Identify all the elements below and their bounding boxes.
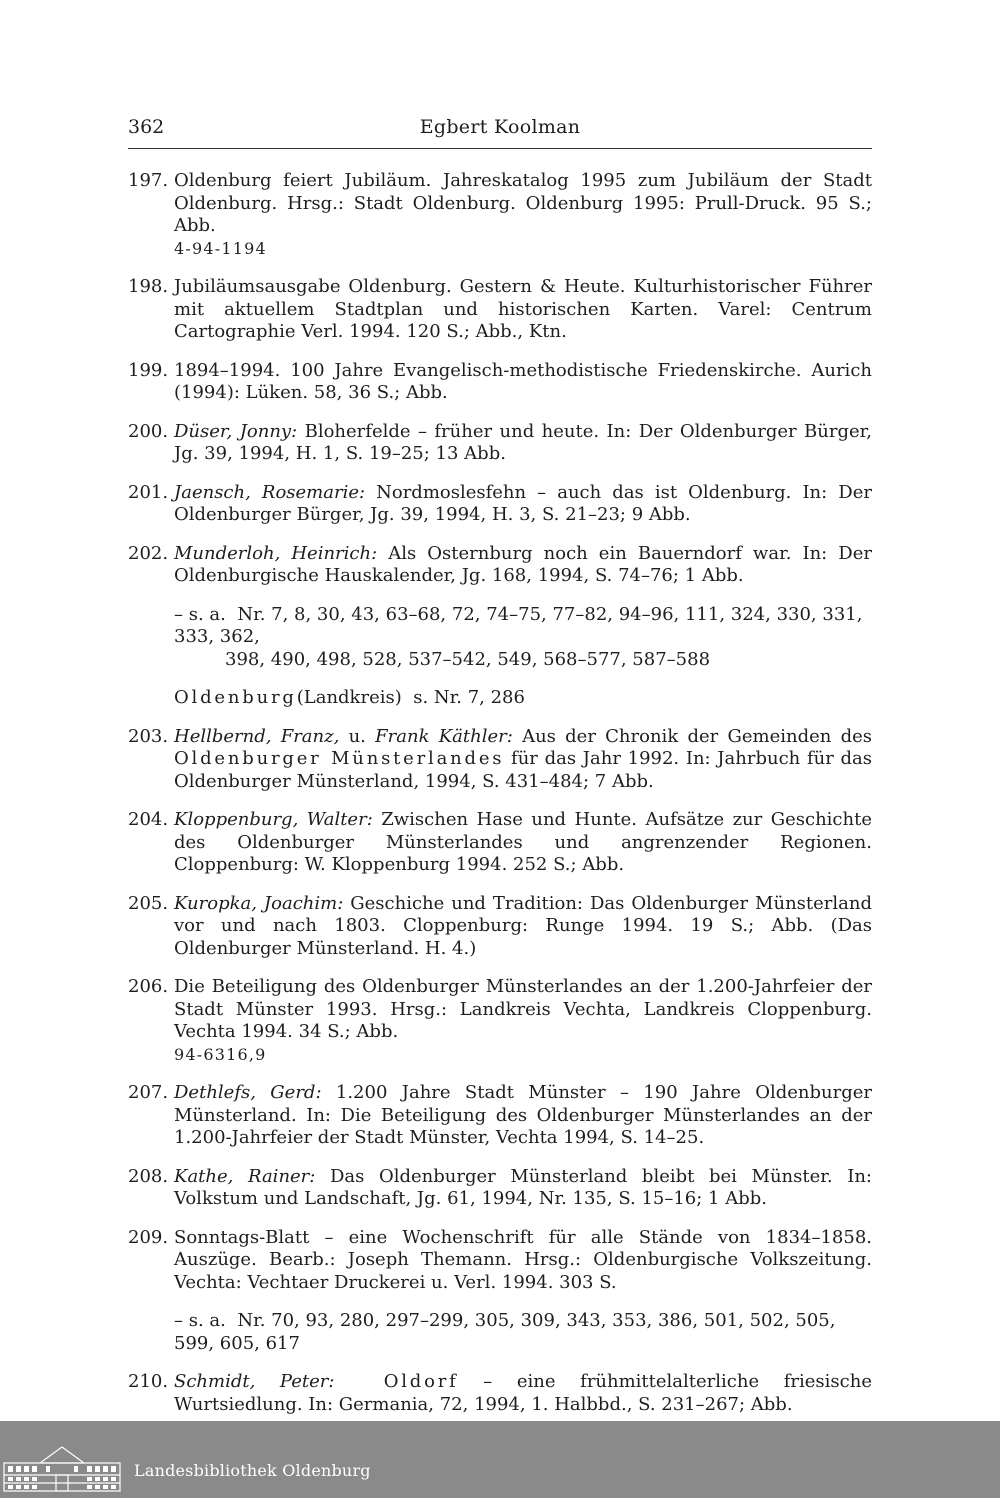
entry-author: Dethlefs, Gerd: [174, 1082, 322, 1103]
see-also-1 [128, 604, 872, 672]
entry-number: 206. [128, 976, 169, 997]
entry-number: 209. [128, 1226, 169, 1248]
see-also-prefix: – s. a. [174, 603, 226, 625]
see-also-prefix: – s. a. [174, 1310, 226, 1331]
page-number: 362 [128, 116, 165, 138]
heading-term: Oldenburg [174, 687, 297, 708]
entry-author: Jaensch, Rosemarie: [174, 481, 366, 503]
entry-200 [128, 421, 872, 466]
entry-number: 197. [128, 170, 169, 191]
entry-author: Munderloh, Heinrich: [174, 542, 378, 564]
entry-198 [128, 276, 872, 344]
entry-text: Bloherfelde – früher und heute. In: Der Oldenburger Bürger, Jg. 39, 1994, H. 1, S. 19–25; 13 Abb. [174, 420, 872, 464]
entry-text: Zwischen Hase und Hunte. Aufsätze zur Geschichte des Oldenburger Münsterlandes und angrenzender Regionen. Cloppenburg: W. Kloppenburg 1994. 252 S.; Abb. [174, 809, 872, 875]
entry-text: Oldenburg feiert Jubiläum. Jahreskatalog 1995 zum Jubiläum der Stadt Oldenburg. Hrsg.: Stadt Oldenburg. Oldenburg 1995: Prull-Druck. 95 S.; Abb. [174, 170, 872, 236]
entry-author: Kloppenburg, Walter: [174, 809, 373, 830]
footer-bar [0, 1421, 1000, 1498]
see-also-refs: Nr. 70, 93, 280, 297–299, 305, 309, 343, 353, 386, 501, 502, 505, 599, 605, 617 [174, 1310, 836, 1354]
entry-text: Die Beteiligung des Oldenburger Münsterlandes an der 1.200-Jahrfeier der Stadt Münster 1993. Hrsg.: Landkreis Vechta, Landkreis Cloppenburg. Vechta 1994. 34 S.; Abb. [174, 976, 872, 1042]
entry-text: Nordmoslesfehn – auch das ist Oldenburg. In: Der Oldenburger Bürger, Jg. 39, 1994, H. 3, S. 21–23; 9 Abb. [174, 481, 872, 525]
entry-number: 208. [128, 1165, 169, 1187]
entry-author: Düser, Jonny: [174, 420, 298, 442]
entry-spaced-term: Oldenburger Münsterlandes [174, 748, 505, 769]
entry-number: 202. [128, 542, 169, 564]
entry-199 [128, 360, 872, 405]
entry-number: 210. [128, 1371, 169, 1392]
footer-label: Landesbibliothek Oldenburg [134, 1461, 371, 1480]
entry-number: 207. [128, 1082, 169, 1103]
entry-conj: u. [348, 725, 366, 747]
entry-number: 201. [128, 481, 169, 503]
entry-author: Kuropka, Joachim: [174, 892, 344, 914]
entry-text: Aus der Chronik der Gemeinden des [522, 725, 872, 747]
entry-text-cont: für das Jahr 1992. In: Jahrbuch für das Oldenburger Münsterland, 1994, S. 431–484; 7 Abb. [174, 748, 872, 792]
entry-text: Als Osternburg noch ein Bauerndorf war. In: Der Oldenburgische Hauskalender, Jg. 168, 1994, S. 74–76; 1 Abb. [174, 542, 872, 586]
entry-number: 205. [128, 892, 169, 914]
entry-197 [128, 170, 872, 260]
entry-number: 203. [128, 725, 169, 747]
shelf-mark: 4-94-1194 [174, 238, 267, 258]
entry-210 [128, 1371, 872, 1416]
heading-qualifier: (Landkreis) [296, 687, 402, 708]
entry-209 [128, 1227, 872, 1295]
entry-text: Sonntags-Blatt – eine Wochenschrift für alle Stände von 1834–1858. Auszüge. Bearb.: Joseph Themann. Hrsg.: Oldenburgische Volkszeitung. Vechta: Vechtaer Druckerei u. Verl. 1994. 303 S. [174, 1226, 872, 1293]
entry-207 [128, 1082, 872, 1150]
page-header [128, 112, 872, 149]
entry-text: Jubiläumsausgabe Oldenburg. Gestern & Heute. Kulturhistorischer Führer mit aktuellem Stadtplan und historischen Karten. Varel: Centrum Cartographie Verl. 1994. 120 S.; Abb., Ktn. [174, 276, 872, 342]
entry-text: 1.200 Jahre Stadt Münster – 190 Jahre Oldenburger Münsterland. In: Die Beteiligung des Oldenburger Münsterlandes an der 1.200-Jahrfeier der Stadt Münster, Vechta 1994, S. 14–25. [174, 1082, 872, 1148]
entry-201 [128, 482, 872, 527]
entry-number: 198. [128, 276, 169, 297]
entry-spaced-term: Oldorf [383, 1371, 459, 1392]
entry-text: Das Oldenburger Münsterland bleibt bei Münster. In: Volkstum und Landschaft, Jg. 61, 1994, Nr. 135, S. 15–16; 1 Abb. [174, 1165, 872, 1209]
entry-206 [128, 976, 872, 1066]
entry-author-2: Frank Käthler: [375, 725, 513, 747]
bibliography-list [128, 170, 872, 1432]
entry-author: Hellbernd, Franz, [174, 725, 340, 747]
entry-author: Schmidt, Peter: [174, 1371, 335, 1392]
library-building-icon [2, 1445, 122, 1493]
section-heading [128, 687, 872, 710]
entry-number: 204. [128, 809, 169, 830]
entry-202 [128, 543, 872, 588]
entry-author: Kathe, Rainer: [174, 1165, 316, 1187]
see-also-refs-cont: 398, 490, 498, 528, 537–542, 549, 568–577, 587–588 [225, 648, 711, 670]
entry-text: Geschiche und Tradition: Das Oldenburger Münsterland vor und nach 1803. Cloppenburg: Runge 1994. 19 S.; Abb. (Das Oldenburger Münsterland. H. 4.) [174, 892, 872, 959]
see-also-refs: Nr. 7, 8, 30, 43, 63–68, 72, 74–75, 77–82, 94–96, 111, 324, 330, 331, 333, 362, [174, 603, 863, 647]
entry-205 [128, 893, 872, 961]
see-also-2 [128, 1310, 872, 1355]
entry-text: 1894–1994. 100 Jahre Evangelisch-methodistische Friedenskirche. Aurich (1994): Lüken. 58, 36 S.; Abb. [174, 359, 872, 403]
shelf-mark: 94-6316,9 [174, 1044, 267, 1064]
entry-204 [128, 809, 872, 877]
entry-text: – eine frühmittelalterliche friesische Wurtsiedlung. In: Germania, 72, 1994, 1. Halbbd., S. 231–267; Abb. [174, 1371, 872, 1415]
entry-number: 199. [128, 359, 169, 381]
heading-ref: s. Nr. 7, 286 [413, 687, 525, 708]
entry-203 [128, 726, 872, 794]
running-head: Egbert Koolman [419, 116, 581, 138]
entry-208 [128, 1166, 872, 1211]
entry-number: 200. [128, 420, 169, 442]
